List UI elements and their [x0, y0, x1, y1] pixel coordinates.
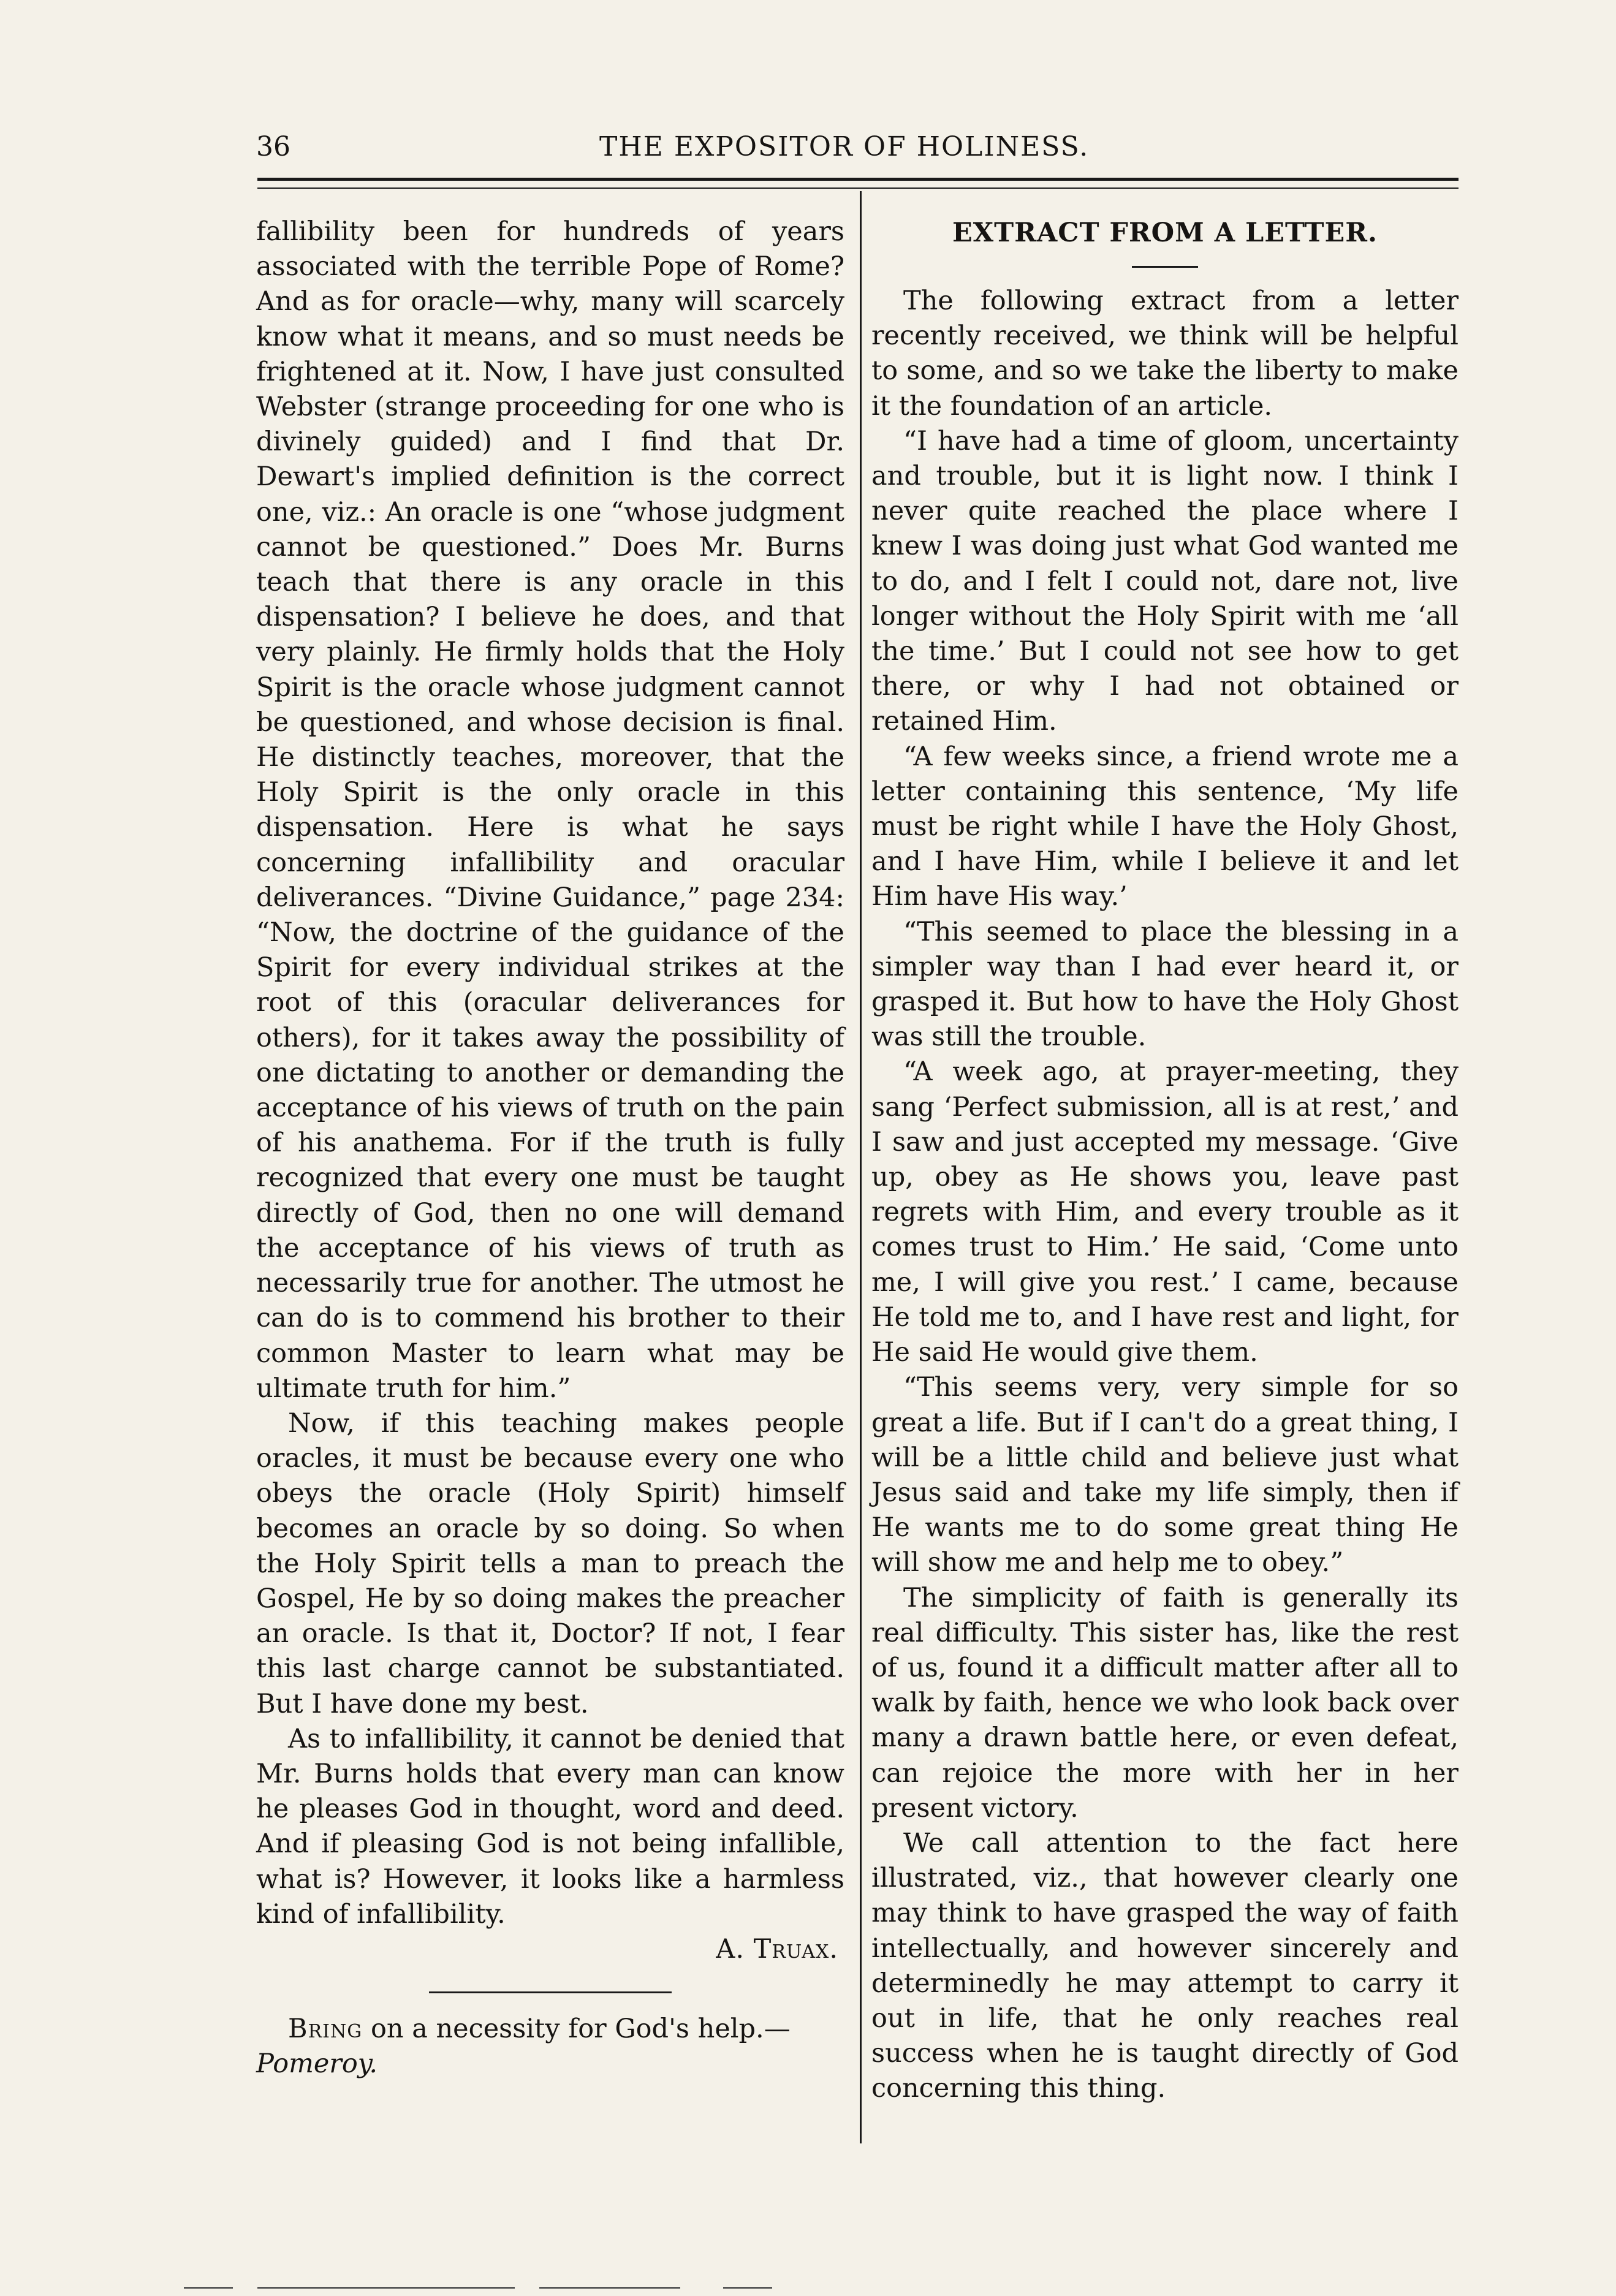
right-paragraph-5: “A week ago, at prayer-meeting, they sang ‘Perfect submission, all is at rest,’ and I saw and just accepted my message. ‘Give up, obey as He shows you, leave past regrets with Him, and every trouble as it comes trust to Him.’ He said, ‘Come unto me, I will give you rest.’ I came, because He told me to, and I have rest and light, for He said He would give them. [871, 1056, 1459, 1368]
quote-text: on a necessity for God's help.— [370, 2014, 791, 2045]
footer-mark [257, 2287, 515, 2289]
page-header [256, 131, 1457, 180]
left-paragraph-2: Now, if this teaching makes people oracles, it must be because every one who obeys the oracle (Holy Spirit) himself becomes an oracle by so doing. So when the Holy Spirit tells a man to preach the Gospel, He by so doing makes the preacher an oracle. Is that it, Doctor? If not, I fear this last charge cannot be substantiated. But I have done my best. [256, 1408, 844, 1719]
right-paragraph-2: “I have had a time of gloom, uncertainty and trouble, but it is light now. I think I never quite reached the place where I knew I was doing just what God wanted me to do, and I felt I could not, dare not, live longer without the Holy Spirit with me ‘all the time.’ But I could not see how to get there, or why I had not obtained or retained Him. [871, 425, 1459, 737]
right-paragraph-8: We call attention to the fact here illustrated, viz., that however clearly one may think to have grasped the way of faith intellectually, and however sincerely and determinedly he may attempt to carry it out in life, that he only reaches real success when he is taught directly of God concerning this thing. [871, 1827, 1459, 2104]
footer-mark [184, 2287, 233, 2289]
quote-lead: Bring [288, 2014, 363, 2045]
header-rule-thick [257, 178, 1459, 181]
article-title: EXTRACT FROM A LETTER. [952, 218, 1378, 248]
right-paragraph-1: The following extract from a letter recently received, we think will be helpful to some, and so we take the liberty to make it the foundation of an article. [871, 286, 1459, 422]
left-column [256, 214, 844, 2082]
quote-attribution: Pomeroy. [256, 2048, 377, 2080]
running-title: THE EXPOSITOR OF HOLINESS. [599, 131, 1090, 162]
quote-paragraph [256, 2012, 844, 2082]
right-paragraph-4: “This seemed to place the blessing in a simpler way than I had ever heard it, or grasped it. But how to have the Holy Ghost was still the trouble. [871, 916, 1459, 1053]
author-signature: A. Truax. [716, 1933, 838, 1964]
left-paragraph-3: As to infallibility, it cannot be denied that Mr. Burns holds that every man can know he pleases God in thought, word and deed. And if pleasing God is not being infallible, what is? However, it looks like a harmless kind of infallibility. [256, 1723, 844, 1930]
column-divider [860, 191, 862, 2143]
right-paragraph-6: “This seems very, very simple for so great a life. But if I can't do a great thing, I will be a little child and believe just what Jesus said and take my life simply, then if He wants me to do some great thing He will show me and help me to obey.” [871, 1372, 1459, 1578]
footer-mark [723, 2287, 772, 2289]
signature-line [256, 1932, 844, 1967]
section-rule [429, 1991, 672, 1993]
left-paragraph-1: fallibility been for hundreds of years associated with the terrible Pope of Rome? And as for oracle—why, many will scarcely know what it means, and so must needs be frightened at it. Now, I have just consulted Webster (strange proceeding for one who is divinely guided) and I find that Dr. Dewart's implied definition is the correct one, viz.: An oracle is one “whose judgment cannot be questioned.” Does Mr. Burns teach that there is any oracle in this dispensation? I believe he does, and that very plainly. He firmly holds that the Holy Spirit is the oracle whose judgment cannot be questioned, and whose decision is final. He distinctly teaches, moreover, that the Holy Spirit is the only oracle in this dispensation. Here is what he says concerning infallibility and oracular deliverances. “Divine Guidance,” page 234: “Now, the doctrine of the guidance of the Spirit for every individual strikes at the root of this (oracular deliverances for others), for it takes away the possibility of one dictating to another or demanding the acceptance of his views of truth on the pain of his anathema. For if the truth is fully recognized that every one must be taught directly of God, then no one will demand the acceptance of his views of truth as necessarily true for another. The utmost he can do is to commend his brother to their common Master to learn what may be ultimate truth for him.” [256, 216, 844, 1404]
right-paragraph-7: The simplicity of faith is generally its real difficulty. This sister has, like the rest of us, found it a difficult matter after all to walk by faith, hence we who look back over many a drawn battle here, or even defeat, can rejoice the more with her in her present victory. [871, 1582, 1459, 1824]
right-paragraph-3: “A few weeks since, a friend wrote me a letter containing this sentence, ‘My life must be right while I have the Holy Ghost, and I have Him, while I believe it and let Him have His way.’ [871, 741, 1459, 912]
footer-mark [539, 2287, 680, 2289]
page-number: 36 [256, 131, 290, 162]
title-rule [1132, 266, 1198, 268]
header-rule-thin [257, 188, 1459, 189]
right-column [871, 214, 1459, 2107]
